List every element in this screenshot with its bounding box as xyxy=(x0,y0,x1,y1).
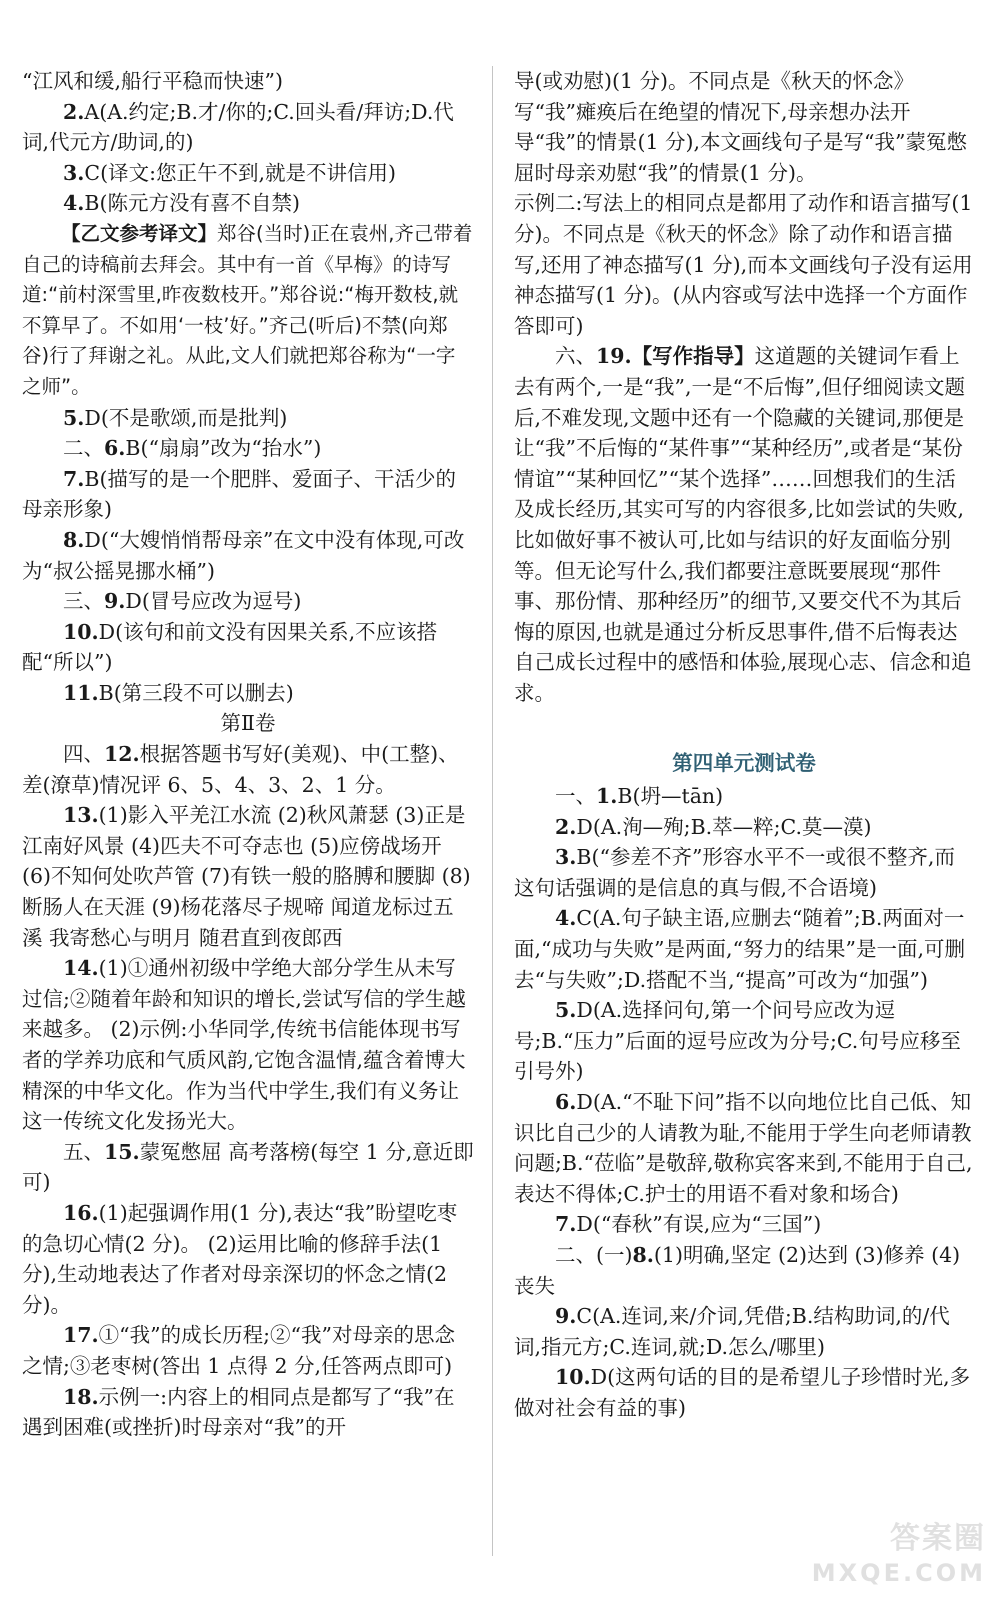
question-number: 16. xyxy=(63,1200,99,1225)
answer-paragraph: 三、9.D(冒号应改为逗号) xyxy=(63,589,302,614)
answer-paragraph: 2.D(A.洵—殉;B.萃—粹;C.莫—漠) xyxy=(555,814,872,839)
answer-paragraph: 4.B(陈元方没有喜不自禁) xyxy=(63,191,300,216)
question-number: 1. xyxy=(596,784,618,809)
answer-paragraph: 四、12.根据答题书写好(美观)、中(工整)、差(潦草)情况评 6、5、4、3、2、1 分。 xyxy=(22,742,459,797)
question-number: 8. xyxy=(63,527,85,552)
answer-paragraph: 2.A(A.约定;B.才/你的;C.回头看/拜访;D.代词,代元方/助词,的) xyxy=(22,99,454,155)
question-number: 7. xyxy=(555,1212,577,1237)
question-number: 15. xyxy=(104,1139,140,1164)
answer-paragraph: 【乙文参考译文】郑谷(当时)正在袁州,齐己带着自己的诗稿前去拜会。其中有一首《早梅》的诗写道:“前村深雪里,昨夜数枝开。”郑谷说:“梅开数枝,就不算早了。不如用‘一枝’好。”齐己(听后)不禁(向郑谷)行了拜谢之礼。从此,文人们就把郑谷称为“一字之师”。 xyxy=(22,221,473,398)
answer-paragraph: 10.D(这两句话的目的是希望儿子珍惜时光,多做对社会有益的事) xyxy=(514,1365,971,1420)
question-number: 10. xyxy=(555,1365,591,1390)
answer-paragraph: 17.①“我”的成长历程;②“我”对母亲的思念之情;③老枣树(答出 1 点得 2 分,任答两点即可) xyxy=(22,1323,455,1378)
answer-paragraph: 3.C(译文:您正午不到,就是不讲信用) xyxy=(63,160,397,185)
answer-paragraph: 4.C(A.句子缺主语,应删去“随着”;B.两面对一面,“成功与失败”是两面,“努力的结果”是一面,可删去“与失败”;D.搭配不当,“提高”可改为“加强”) xyxy=(514,906,965,992)
answer-paragraph: 7.D(“春秋”有误,应为“三国”) xyxy=(555,1212,822,1237)
question-number: 2. xyxy=(63,99,85,124)
answer-paragraph: 一、1.B(坍—tān) xyxy=(555,784,724,809)
question-number: 6. xyxy=(555,1090,577,1114)
question-number: 3. xyxy=(555,845,577,870)
answer-paragraph: 5.D(不是歌颂,而是批判) xyxy=(63,405,288,430)
watermark-logo xyxy=(811,1521,986,1590)
question-number: 17. xyxy=(63,1323,99,1348)
answer-paragraph: 7.B(描写的是一个肥胖、爱面子、干活少的母亲形象) xyxy=(22,466,456,522)
answer-paragraph: 14.(1)①通州初级中学绝大部分学生从未写过信;②随着年龄和知识的增长,尝试写信的学生越来越多。 (2)示例:小华同学,传统书信能体现书写者的学养功底和气质风韵,它饱含温情,蕴含着博大精深的中华文化。作为当代中学生,我们有义务让这一传统文化发扬光大。 xyxy=(22,956,466,1134)
answer-paragraph: 导(或劝慰)(1 分)。不同点是《秋天的怀念》写“我”瘫痪后在绝望的情况下,母亲想办法开导“我”的情景(1 分),本文画线句子是写“我”蒙冤憋屈时母亲劝慰“我”的情景(1 分)。 xyxy=(514,69,967,185)
answer-paragraph: 13.(1)影入平羌江水流 (2)秋风萧瑟 (3)正是江南好风景 (4)匹夫不可夺志也 (5)应傍战场开 (6)不知何处吹芦管 (7)有铁一般的胳膊和腰脚 (8)断肠人在天涯 (9)杨花落尽子规啼 闻道龙标过五溪 我寄愁心与明月 随君直到夜郎西 xyxy=(22,803,471,950)
spacer xyxy=(514,708,974,738)
answer-paragraph: 10.D(该句和前文没有因果关系,不应该搭配“所以”) xyxy=(22,619,438,675)
answer-paragraph: 5.D(A.选择问句,第一个问号应改为逗号;B.“压力”后面的逗号应改为分号;C.句号应移至引号外) xyxy=(514,998,961,1084)
question-number: 14. xyxy=(63,956,99,981)
question-number: 4. xyxy=(555,906,577,931)
question-number: 13. xyxy=(63,803,99,828)
question-number: 19.【写作指导】 xyxy=(596,344,755,369)
question-number: 9. xyxy=(555,1304,577,1329)
answer-paragraph: 18.示例一:内容上的相同点是都写了“我”在遇到困难(或挫折)时母亲对“我”的开 xyxy=(22,1384,455,1440)
answer-paragraph: 16.(1)起强调作用(1 分),表达“我”盼望吃枣的急切心情(2 分)。 (2)运用比喻的修辞手法(1 分),生动地表达了作者对母亲深切的怀念之情(2 分)。 xyxy=(22,1200,458,1317)
question-number: 11. xyxy=(63,680,99,705)
question-number: 8. xyxy=(632,1242,654,1267)
watermark-text-bottom: MXQE.COM xyxy=(811,1559,986,1587)
answer-paragraph: 6.D(A.“不耻下问”指不以向地位比自己低、知识比自己少的人请教为耻,不能用于学生向老师请教问题;B.“莅临”是敬辞,敬称宾客来到,不能用于自己,表达不得体;C.护士的用语不看对象和场合) xyxy=(514,1090,973,1206)
watermark-text-top: 答案圈 xyxy=(890,1521,986,1556)
answer-paragraph: 六、19.【写作指导】这道题的关键词乍看上去有两个,一是“我”,一是“不后悔”,但仔细阅读文题后,不难发现,文题中还有一个隐藏的关键词,那便是让“我”不后悔的“某件事”“某种经历”,或者是“某份情谊”“某种回忆”“某个选择”……回想我们的生活及成长经历,其实可写的内容很多,比如尝试的失败,比如做好事不被认可,比如与结识的好友面临分别等。但无论写什么,我们都要注意既要展现“那件事、那份情、那种经历”的细节,又要交代不为其后悔的原因,也就是通过分析反思事件,借不后悔表达自己成长过程中的感悟和体验,展现心志、信念和追求。 xyxy=(514,344,972,705)
left-column xyxy=(22,66,474,1443)
answer-paragraph: 二、6.B(“扇扇”改为“抬水”) xyxy=(63,436,322,461)
question-number: 4. xyxy=(63,191,85,216)
question-number: 【乙文参考译文】 xyxy=(61,221,218,245)
answer-paragraph: 11.B(第三段不可以删去) xyxy=(63,680,294,705)
question-number: 18. xyxy=(63,1384,99,1409)
question-number: 2. xyxy=(555,814,577,839)
answer-paragraph: 五、15.蒙冤憋屈 高考落榜(每空 1 分,意近即可) xyxy=(22,1139,474,1195)
question-number: 7. xyxy=(63,466,85,491)
question-number: 10. xyxy=(63,619,99,644)
answer-paragraph: 二、(一)8.(1)明确,坚定 (2)达到 (3)修养 (4)丧失 xyxy=(514,1242,961,1298)
answer-paragraph: 示例二:写法上的相同点是都用了动作和语言描写(1 分)。不同点是《秋天的怀念》除了动作和语言描写,还用了神态描写(1 分),而本文画线句子没有运用神态描写(1 分)。(从内容或写法中选择一个方面作答即可) xyxy=(514,191,973,338)
question-number: 6. xyxy=(104,436,126,461)
question-number: 5. xyxy=(63,405,85,430)
question-number: 5. xyxy=(555,998,577,1023)
column-divider xyxy=(492,66,493,1556)
question-number: 9. xyxy=(104,589,126,614)
answer-paragraph: 9.C(A.连词,来/介词,凭借;B.结构助词,的/代词,指元方;C.连词,就;D.怎么/哪里) xyxy=(514,1304,950,1359)
question-number: 3. xyxy=(63,160,85,185)
part-heading: 第Ⅱ卷 xyxy=(220,711,276,736)
answer-paragraph: 3.B(“参差不齐”形容水平不一或很不整齐,而这句话强调的是信息的真与假,不合语境) xyxy=(514,845,955,900)
answer-paragraph: “江风和缓,船行平稳而快速”) xyxy=(22,69,283,93)
question-number: 12. xyxy=(104,742,140,767)
right-column xyxy=(514,66,974,1424)
answer-paragraph: 8.D(“大嫂悄悄帮母亲”在文中没有体现,可改为“叔公摇晃挪水桶”) xyxy=(22,527,465,583)
section-heading: 第四单元测试卷 xyxy=(672,751,816,776)
